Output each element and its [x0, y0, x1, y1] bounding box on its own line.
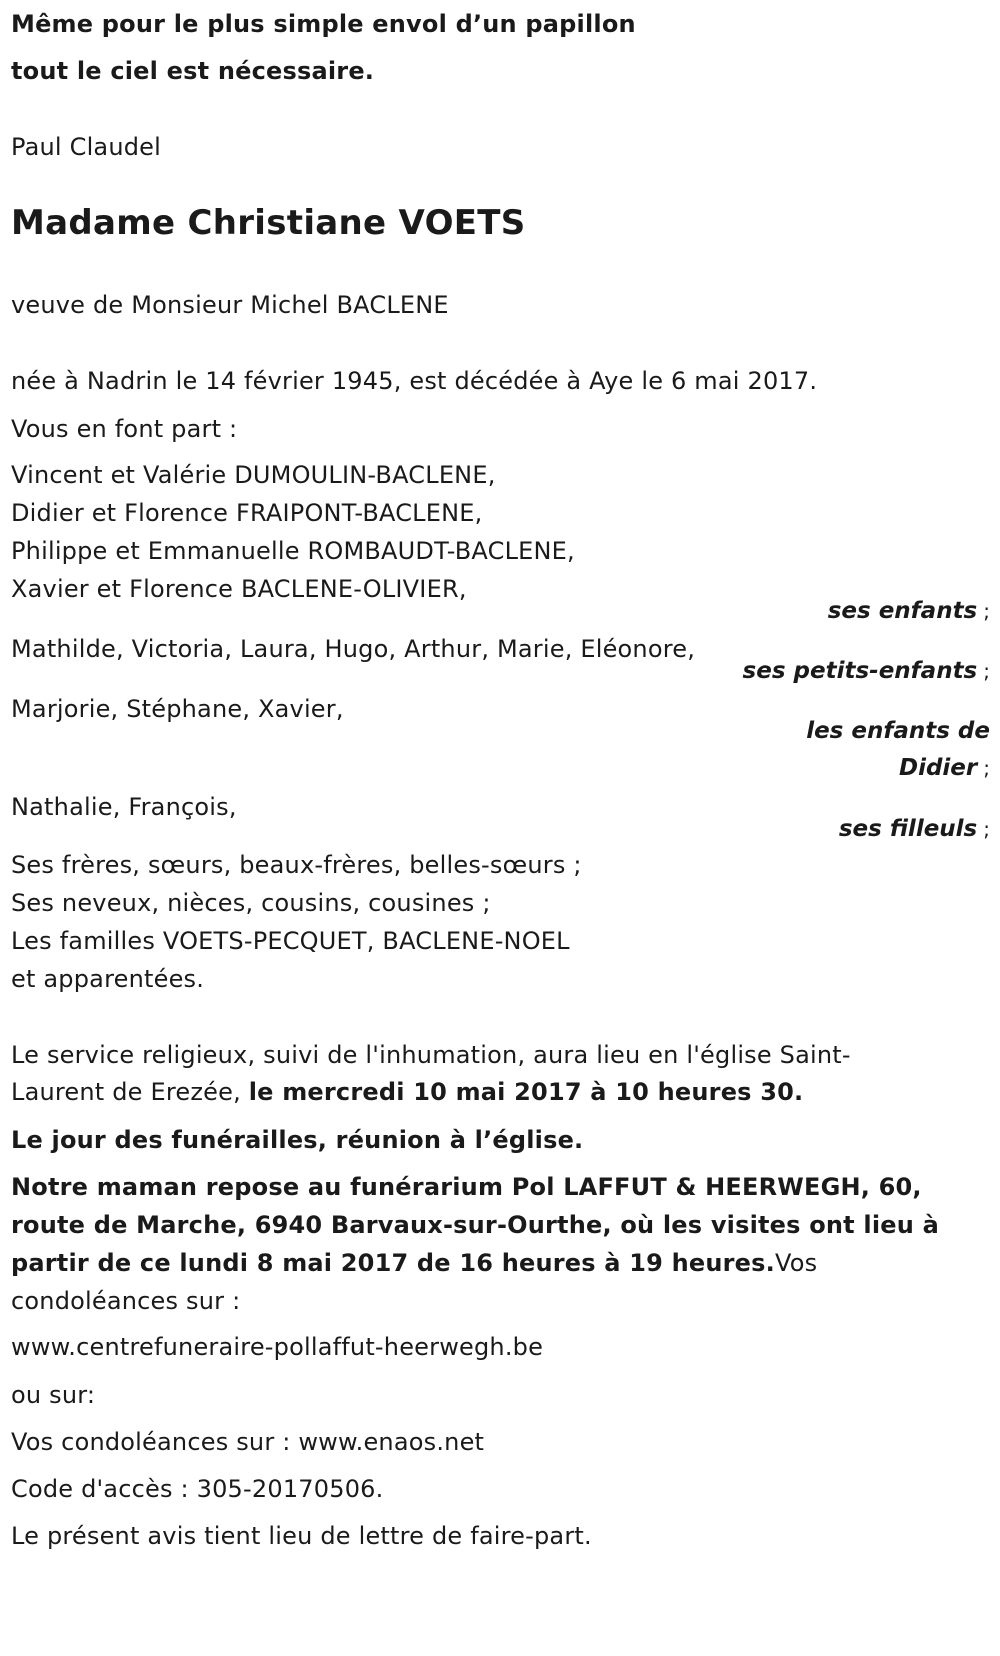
- semicolon: ;: [983, 817, 990, 841]
- funerarium-line-2: route de Marche, 6940 Barvaux-sur-Ourthe, où les visites ont lieu à: [11, 1211, 939, 1239]
- or-on-label: ou sur:: [11, 1381, 96, 1409]
- children-line: Xavier et Florence BACLENE-OLIVIER,: [11, 575, 467, 603]
- announcement-intro: Vous en font part :: [11, 415, 238, 443]
- semicolon: ;: [983, 599, 990, 623]
- service-location: Laurent de Erezée,: [11, 1078, 249, 1106]
- children-line: Vincent et Valérie DUMOULIN-BACLENE,: [11, 461, 496, 489]
- relation-label-text: ses filleuls: [838, 816, 978, 842]
- service-line-2: [11, 1077, 803, 1107]
- closing-note: Le présent avis tient lieu de lettre de faire-part.: [11, 1522, 592, 1550]
- family-others-line: et apparentées.: [11, 965, 205, 993]
- family-others-line: Ses frères, sœurs, beaux-frères, belles-sœurs ;: [11, 851, 582, 879]
- website-link-1[interactable]: www.centrefuneraire-pollaffut-heerwegh.be: [11, 1333, 544, 1361]
- relation-label-text: ses petits-enfants: [742, 658, 978, 684]
- relation-label-didier-children-1: les enfants de: [806, 718, 990, 744]
- family-others-line: Ses neveux, nièces, cousins, cousines ;: [11, 889, 491, 917]
- didier-children-line: Marjorie, Stéphane, Xavier,: [11, 695, 344, 723]
- funerarium-line-1: Notre maman repose au funérarium Pol LAFFUT & HEERWEGH, 60,: [11, 1173, 922, 1201]
- deceased-name: Madame Christiane VOETS: [11, 203, 526, 243]
- birth-death: née à Nadrin le 14 février 1945, est décédée à Aye le 6 mai 2017.: [11, 367, 818, 395]
- condolences-start: Vos: [774, 1249, 818, 1277]
- service-date: le mercredi 10 mai 2017 à 10 heures 30.: [248, 1078, 804, 1106]
- relation-label-didier-children-2: [899, 753, 990, 783]
- condolences-website-2[interactable]: Vos condoléances sur : www.enaos.net: [11, 1428, 485, 1456]
- relation-label-text: Didier: [898, 755, 978, 781]
- widow-of: veuve de Monsieur Michel BACLENE: [11, 291, 449, 319]
- reunion-info: Le jour des funérailles, réunion à l’église.: [11, 1126, 584, 1154]
- quote-line-1: Même pour le plus simple envol d’un papillon: [11, 10, 636, 38]
- access-code: Code d'accès : 305-20170506.: [11, 1475, 384, 1503]
- relation-label-children: [828, 596, 990, 626]
- children-line: Didier et Florence FRAIPONT-BACLENE,: [11, 499, 483, 527]
- godchildren-line: Nathalie, François,: [11, 793, 237, 821]
- grandchildren-line: Mathilde, Victoria, Laura, Hugo, Arthur, Marie, Eléonore,: [11, 635, 696, 663]
- condolences-label: condoléances sur :: [11, 1287, 241, 1315]
- relation-label-grandchildren: [743, 656, 990, 686]
- funerarium-line-3: [11, 1248, 817, 1278]
- semicolon: ;: [983, 756, 990, 780]
- relation-label-godchildren: [839, 814, 990, 844]
- quote-line-2: tout le ciel est nécessaire.: [11, 57, 375, 85]
- service-line-1: Le service religieux, suivi de l'inhumation, aura lieu en l'église Saint-: [11, 1041, 851, 1069]
- quote-author: Paul Claudel: [11, 133, 162, 161]
- visit-hours: partir de ce lundi 8 mai 2017 de 16 heures à 19 heures.: [11, 1249, 775, 1277]
- relation-label-text: ses enfants: [827, 598, 978, 624]
- semicolon: ;: [983, 659, 990, 683]
- family-others-line: Les familles VOETS-PECQUET, BACLENE-NOEL: [11, 927, 570, 955]
- children-line: Philippe et Emmanuelle ROMBAUDT-BACLENE,: [11, 537, 575, 565]
